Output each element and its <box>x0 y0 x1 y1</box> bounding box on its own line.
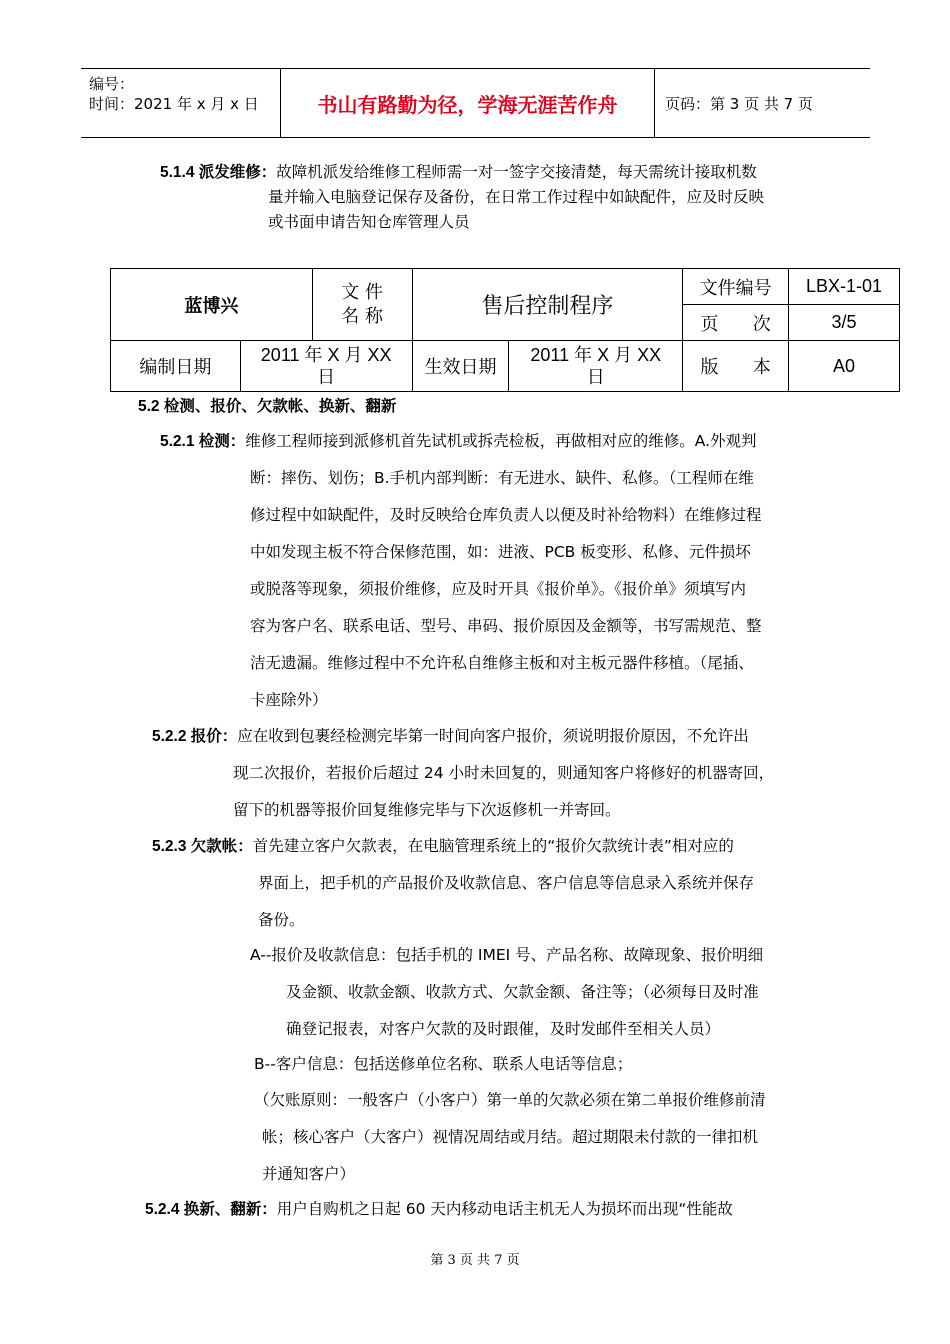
s523-line-6: 确登记报表，对客户欠款的及时跟催，及时发邮件至相关人员） <box>286 1020 721 1038</box>
s521-line-6: 容为客户名、联系电话、型号、串码、报价原因及金额等，书写需规范、整 <box>250 617 762 635</box>
page-count: 3/5 <box>789 305 900 341</box>
s521-line-5: 或脱落等现象，须报价维修，应及时开具《报价单》。《报价单》须填写内 <box>250 580 747 598</box>
s52-title: 5.2 检测、报价、欠款帐、换新、翻新 <box>138 398 397 415</box>
effective-label: 生效日期 <box>412 341 509 392</box>
s523-line-9: 帐；核心客户（大客户）视情况周结或月结。超过期限未付款的一律扣机 <box>262 1128 759 1146</box>
header-page-label: 页码：第 3 页 共 7 页 <box>665 94 813 113</box>
s524-title: 5.2.4 换新、翻新： <box>145 1201 277 1218</box>
s523-line-3: 备份。 <box>258 911 305 929</box>
s521-line-3: 修过程中如缺配件，及时反映给仓库负责人以便及时补给物料）在维修过程 <box>250 506 762 524</box>
s521-line-7: 洁无遗漏。维修过程中不允许私自维修主板和对主板元器件移植。（尾插、 <box>250 654 754 672</box>
document-control-table <box>110 268 900 392</box>
page-count-label: 页 次 <box>683 305 789 341</box>
effective-date: 2011 年 X 月 XX 日 <box>509 341 683 392</box>
s523-line-10: 并通知客户） <box>262 1165 356 1183</box>
s521-line-8: 卡座除外） <box>250 691 328 709</box>
prepared-label: 编制日期 <box>111 341 241 392</box>
s523-line-2: 界面上，把手机的产品报价及收款信息、客户信息等信息录入系统并保存 <box>258 874 755 892</box>
s522-line-3: 留下的机器等报价回复维修完毕与下次返修机一并寄回。 <box>233 801 621 819</box>
s523-title: 5.2.3 欠款帐： <box>152 838 253 855</box>
s521-line-2: 断：摔伤、划伤；B.手机内部判断：有无进水、缺件、私修。（工程师在维 <box>250 469 754 487</box>
version-label: 版 本 <box>683 341 789 392</box>
version-value: A0 <box>789 341 900 392</box>
s523-line-7: B--客户信息：包括送修单位名称、联系人电话等信息； <box>254 1055 633 1073</box>
s522-line-1: 5.2.2 报价：应在收到包裹经检测完毕第一时间向客户报价，须说明报价原因，不允许出 <box>152 727 749 745</box>
company-name: 蓝博兴 <box>111 269 313 341</box>
s522-title: 5.2.2 报价： <box>152 728 238 745</box>
s523-line-5: 及金额、收款金额、收款方式、欠款金额、备注等；（必须每日及时准 <box>286 983 759 1001</box>
s523-line-8: （欠账原则：一般客户（小客户）第一单的欠款必须在第二单报价维修前清 <box>254 1091 766 1109</box>
doc-name-label: 文 件 名 称 <box>312 269 412 341</box>
s521-line-4: 中如发现主板不符合保修范围，如：进液、PCB 板变形、私修、元件损坏 <box>250 543 751 561</box>
doc-name: 售后控制程序 <box>412 269 683 341</box>
s524-line-1: 5.2.4 换新、翻新：用户自购机之日起 60 天内移动电话主机无人为损坏而出现“性能故 <box>145 1200 733 1218</box>
s523-line-4: A--报价及收款信息：包括手机的 IMEI 号、产品名称、故障现象、报价明细 <box>250 946 764 964</box>
s514-line-3: 或书面申请告知仓库管理人员 <box>268 213 470 231</box>
s514-line-1: 5.1.4 派发维修：故障机派发给维修工程师需一对一签字交接清楚，每天需统计接取机数 <box>160 163 757 181</box>
doc-no-label: 文件编号 <box>683 269 789 305</box>
s521-title: 5.2.1 检测： <box>160 433 246 450</box>
doc-no: LBX-1-01 <box>789 269 900 305</box>
prepared-date: 2011 年 X 月 XX 日 <box>240 341 412 392</box>
s521-line-1: 5.2.1 检测：维修工程师接到派修机首先试机或拆壳检板，再做相对应的维修。A.外观判 <box>160 432 757 450</box>
page-footer: 第 3 页 共 7 页 <box>430 1253 520 1268</box>
header-motto: 书山有路勤为径，学海无涯苦作舟 <box>280 69 655 137</box>
number-label: 编号： <box>89 75 135 93</box>
s523-line-1: 5.2.3 欠款帐：首先建立客户欠款表，在电脑管理系统上的“报价欠款统计表”相对应的 <box>152 837 734 855</box>
s522-line-2: 现二次报价，若报价后超过 24 小时未回复的，则通知客户将修好的机器寄回， <box>233 764 775 782</box>
header-meta <box>81 69 279 137</box>
s514-title: 5.1.4 派发维修： <box>160 164 277 181</box>
date-label: 时间：2021 年 x 月 x 日 <box>89 95 259 113</box>
s514-line-2: 量并输入电脑登记保存及备份，在日常工作过程中如缺配件，应及时反映 <box>268 188 765 206</box>
page-header <box>81 68 870 138</box>
